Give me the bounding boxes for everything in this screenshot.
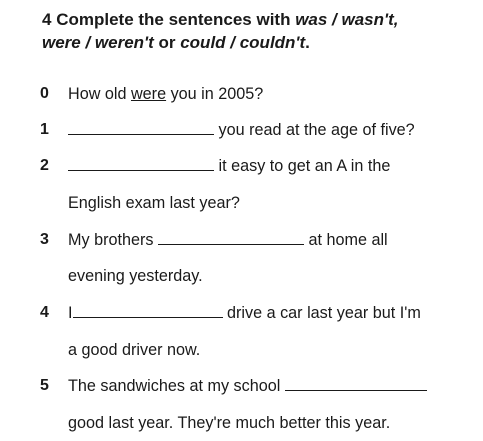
title-text: or — [153, 33, 181, 52]
title-text: . — [305, 33, 310, 52]
answer-blank[interactable] — [285, 376, 427, 391]
sentence-text: How old — [68, 85, 131, 103]
answer-blank[interactable] — [68, 156, 214, 171]
item-sentence — [68, 84, 263, 104]
item-number: 1 — [40, 121, 49, 138]
sentence-text: drive a car last year but I'm — [222, 304, 421, 322]
item-sentence — [68, 120, 415, 140]
title-option-was: was / wasn't, — [295, 10, 399, 29]
sentence-text: I — [68, 304, 73, 322]
sentence-continuation: a good driver now. — [68, 341, 201, 359]
item-number: 3 — [40, 231, 49, 248]
item-number: 5 — [40, 377, 49, 394]
sentence-text: My brothers — [68, 231, 158, 249]
exercise-title — [42, 8, 472, 54]
sentence-continuation: good last year. They're much better this year. — [68, 414, 391, 432]
item-sentence — [68, 230, 388, 250]
sentence-continuation: English exam last year? — [68, 194, 240, 212]
title-option-could: could / couldn't — [180, 33, 306, 52]
sentence-text: you in 2005? — [166, 85, 264, 103]
item-sentence — [68, 156, 390, 176]
item-sentence — [68, 303, 421, 323]
sentence-text: The sandwiches at my school — [68, 377, 285, 395]
sentence-text: you read at the age of five? — [214, 121, 415, 139]
answer-blank[interactable] — [158, 230, 304, 245]
title-option-were: were / weren't — [42, 33, 154, 52]
answer-blank[interactable] — [68, 120, 214, 135]
item-sentence — [68, 376, 427, 396]
item-number: 0 — [40, 85, 49, 102]
sentence-text: it easy to get an A in the — [214, 157, 391, 175]
answer-blank[interactable] — [73, 303, 223, 318]
example-answer: were — [130, 85, 167, 103]
exercise-number: 4 — [42, 10, 52, 29]
item-number: 2 — [40, 157, 49, 174]
title-text: Complete the sentences with — [51, 10, 296, 29]
sentence-text: at home all — [303, 231, 388, 249]
sentence-continuation: evening yesterday. — [68, 267, 203, 285]
item-number: 4 — [40, 304, 49, 321]
